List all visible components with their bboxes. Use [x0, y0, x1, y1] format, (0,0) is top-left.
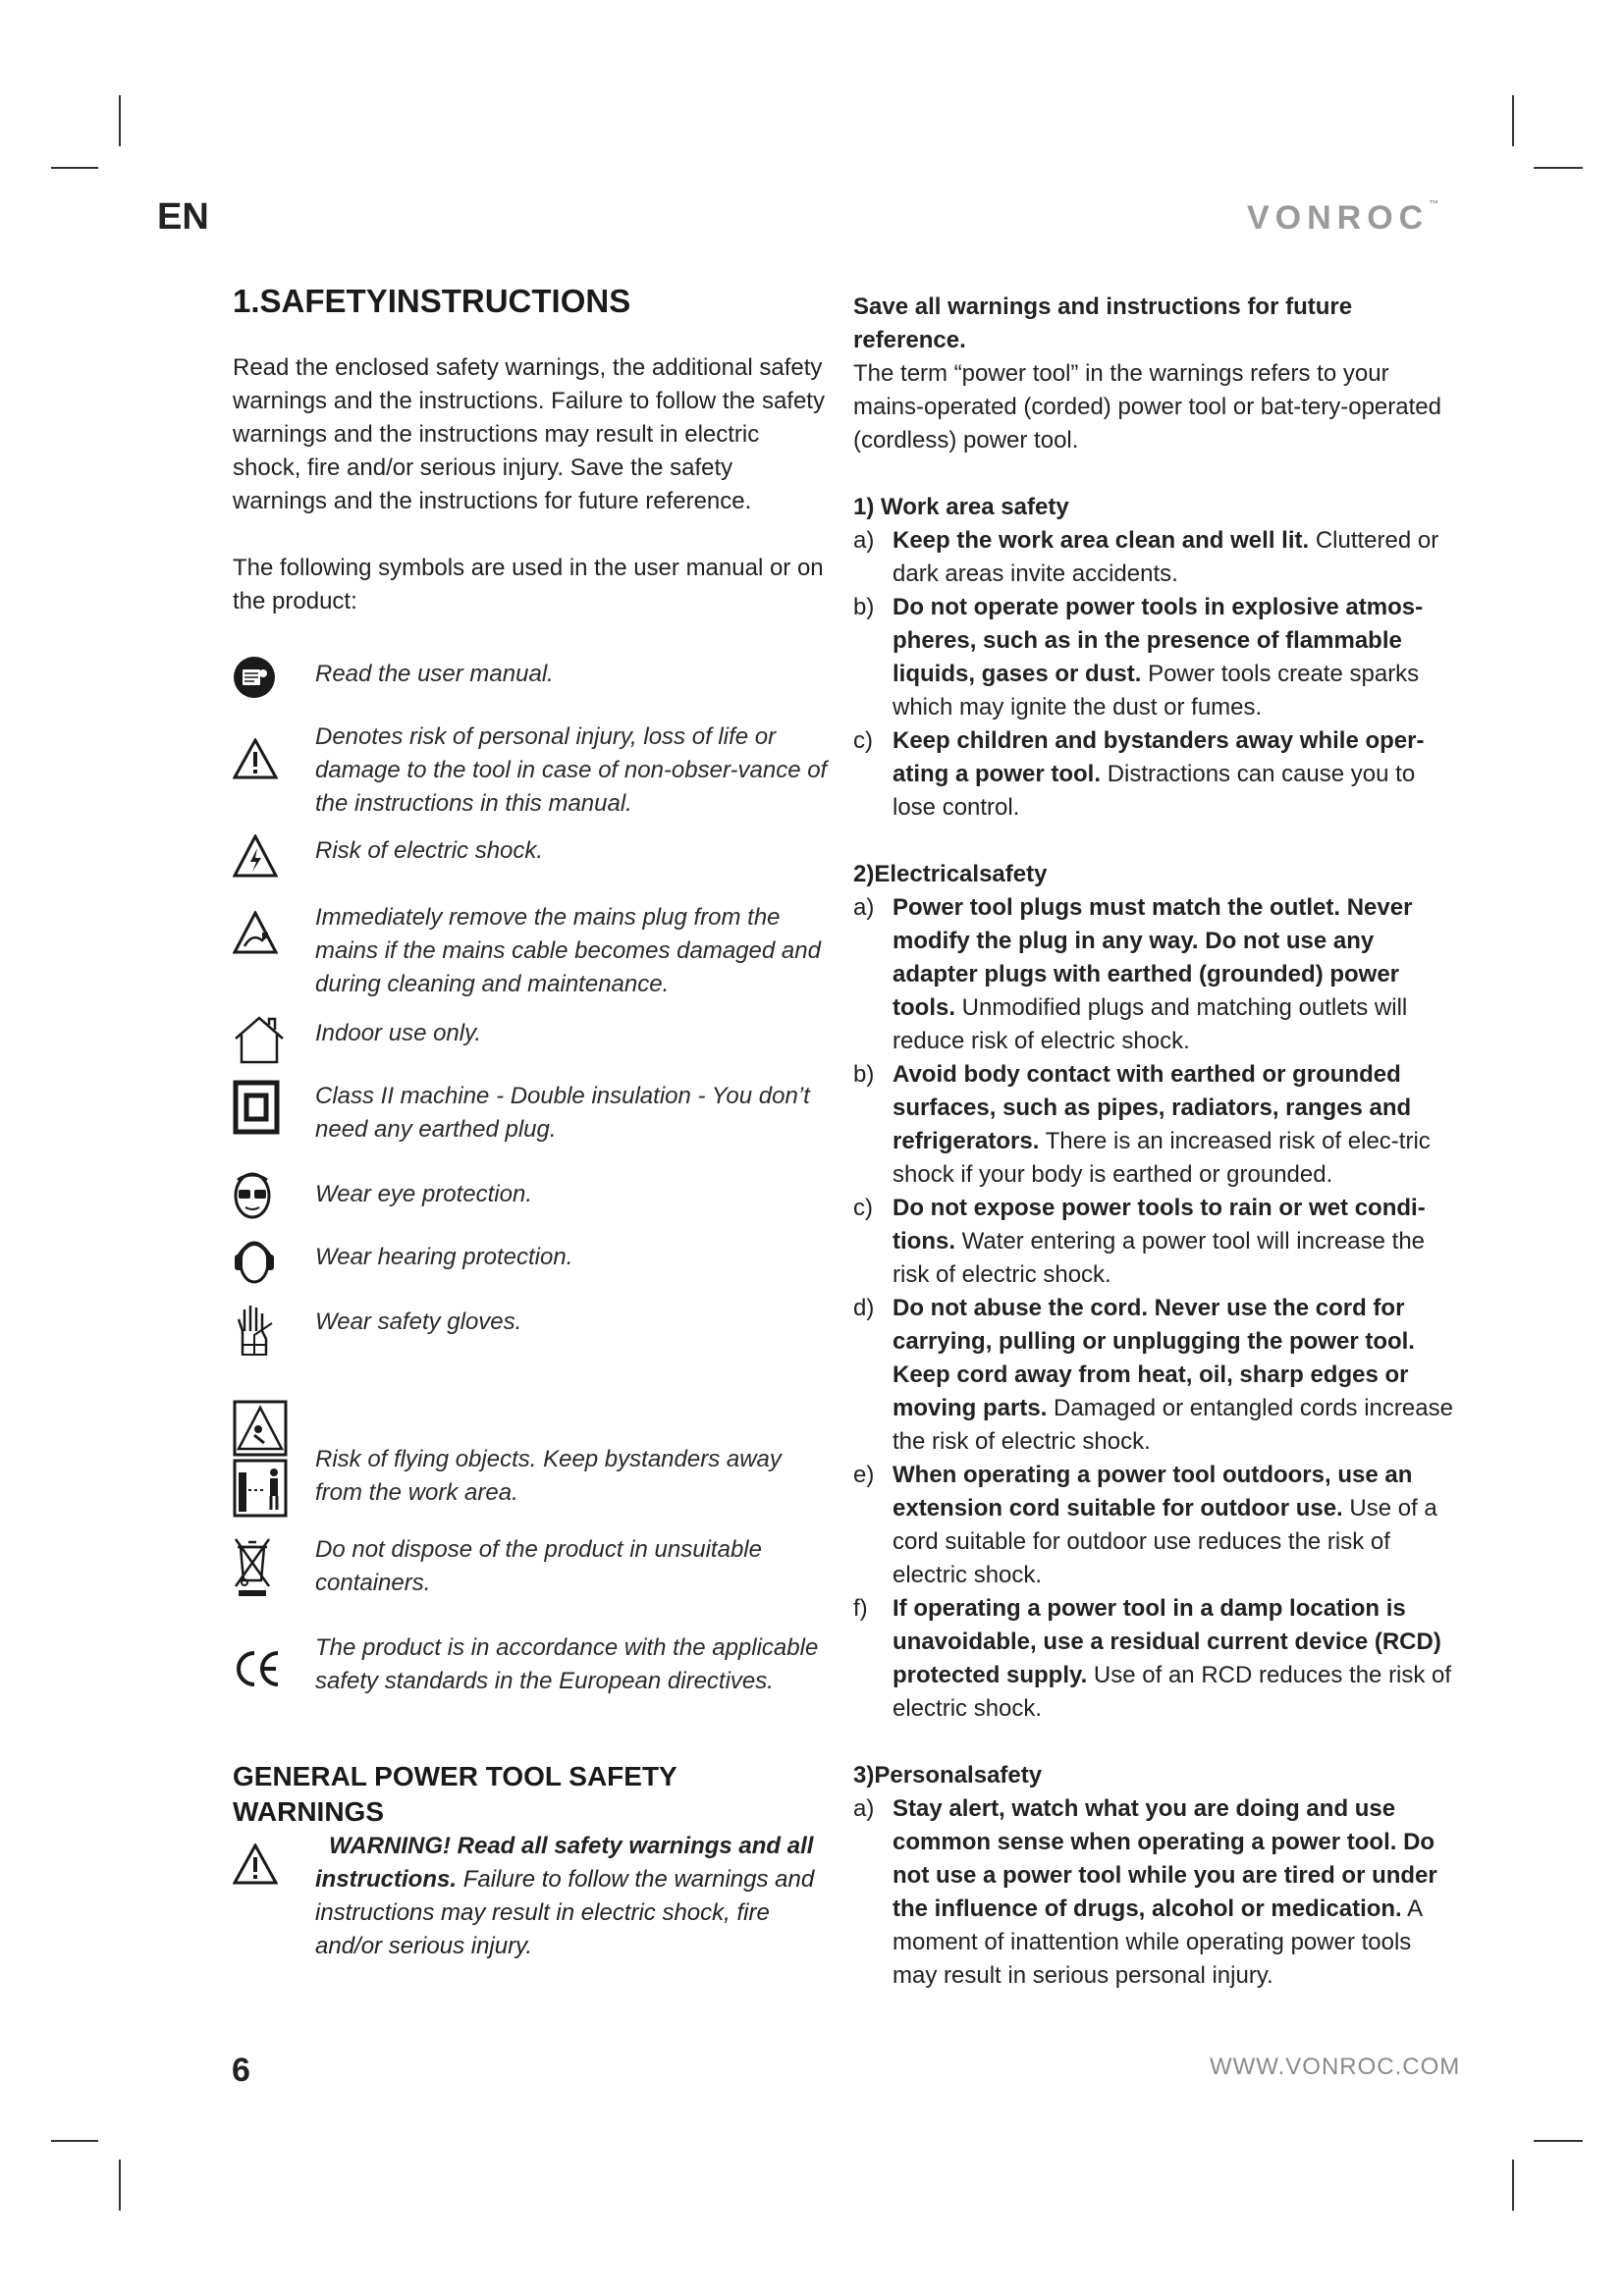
- electric-shock-icon: [233, 834, 294, 878]
- item-label: a): [853, 527, 875, 554]
- symbol-label: Wear safety gloves.: [315, 1308, 522, 1335]
- item-text: Water entering a power tool will increase the risk of electric shock.: [893, 1228, 1426, 1288]
- warning-rest: Failure to follow the warnings and instructions may result in electric shock, fire and/or serious injury.: [315, 1866, 815, 1959]
- safety-gloves-icon: [233, 1302, 294, 1357]
- item-bold: Do not operate power tools in explosive atmos-pheres, such as in the presence of flammable liquids, gases or dust.: [893, 594, 1424, 687]
- item-label: c): [853, 1195, 873, 1221]
- crop-mark: [119, 2160, 121, 2211]
- list-item: [853, 1192, 1462, 1292]
- item-text: Damaged or entangled cords increase the risk of electric shock.: [893, 1395, 1453, 1455]
- item-text: There is an increased risk of elec-tric shock if your body is earthed or grounded.: [893, 1128, 1431, 1188]
- item-label: a): [853, 894, 875, 921]
- item-label: a): [853, 1795, 875, 1822]
- item-label: c): [853, 727, 873, 754]
- list-item: [853, 524, 1462, 591]
- item-bold: Do not abuse the cord. Never use the cord for carrying, pulling or unplugging the power tool. Keep cord away from heat, oil, sharp edges or moving parts.: [893, 1295, 1415, 1421]
- list-item: [853, 1459, 1462, 1592]
- right-column: [853, 291, 1462, 1993]
- symbol-label: Risk of electric shock.: [315, 837, 544, 864]
- symbol-label: Indoor use only.: [315, 1020, 481, 1046]
- symbol-row: [233, 1080, 828, 1170]
- crop-mark: [1512, 95, 1514, 146]
- list-item: [853, 1592, 1462, 1726]
- list-item: [853, 1792, 1462, 1993]
- symbol-row: [233, 656, 828, 721]
- symbol-row: [233, 1631, 828, 1759]
- list-item: [853, 591, 1462, 724]
- symbol-label: Class II machine - Double insulation - You don’t need any earthed plug.: [315, 1083, 810, 1143]
- item-bold: When operating a power tool outdoors, use an extension cord suitable for outdoor use.: [893, 1462, 1413, 1522]
- item-text: Power tools create sparks which may ignite the dust or fumes.: [893, 661, 1420, 721]
- symbol-row: [233, 1302, 828, 1400]
- symbol-label: Do not dispose of the product in unsuitable containers.: [315, 1536, 762, 1596]
- crop-mark: [51, 167, 98, 169]
- item-bold: Keep the work area clean and well lit.: [893, 527, 1310, 554]
- general-warning-text: [294, 1830, 828, 1963]
- symbol-label: Immediately remove the mains plug from the mains if the mains cable becomes damaged and during cleaning and maintenance.: [315, 904, 821, 997]
- list-item: [853, 1292, 1462, 1459]
- symbol-row: [233, 1533, 828, 1631]
- eye-protection-icon: [233, 1170, 294, 1219]
- symbol-row: [233, 1235, 828, 1302]
- left-column: [233, 283, 828, 1963]
- item-text: Use of an RCD reduces the risk of electric shock.: [893, 1662, 1452, 1722]
- symbol-label: Read the user manual.: [315, 661, 554, 687]
- item-bold: Do not expose power tools to rain or wet condi-tions.: [893, 1195, 1426, 1255]
- warning-triangle-icon: [233, 1830, 294, 1885]
- item-text: Unmodified plugs and matching outlets will reduce risk of electric shock.: [893, 994, 1408, 1054]
- item-text: Cluttered or dark areas invite accidents.: [893, 527, 1439, 587]
- item-label: f): [853, 1595, 868, 1622]
- symbol-row: [233, 834, 828, 901]
- list-item: [853, 1058, 1462, 1192]
- save-warnings: Save all warnings and instructions for future reference.: [853, 294, 1353, 353]
- indoor-house-icon: [233, 1015, 294, 1064]
- ce-mark-icon: [233, 1631, 294, 1688]
- section-title: 3)Personalsafety: [853, 1762, 1043, 1789]
- item-label: b): [853, 1061, 875, 1088]
- double-insulation-icon: [233, 1080, 294, 1135]
- warning-bold: WARNING! Read all safety warnings and all instructions.: [315, 1833, 814, 1893]
- list-item: [853, 724, 1462, 825]
- crop-mark: [1512, 2160, 1514, 2211]
- section-title: 2)Electricalsafety: [853, 861, 1048, 887]
- list-item: [853, 891, 1462, 1058]
- item-text: Use of a cord suitable for outdoor use reduces the risk of electric shock.: [893, 1495, 1437, 1588]
- brand-logo: VONROC™: [1247, 199, 1439, 237]
- read-manual-icon: [233, 656, 294, 699]
- general-warning-block: [233, 1830, 828, 1963]
- symbol-row: [233, 1015, 828, 1080]
- page-title: 1.SAFETYINSTRUCTIONS: [233, 283, 631, 319]
- power-tool-term: The term “power tool” in the warnings refers to your mains-operated (corded) power tool or bat-tery-operated (cordless) power tool.: [853, 360, 1441, 454]
- item-label: d): [853, 1295, 875, 1321]
- symbol-row: [233, 1170, 828, 1235]
- brand-name: VONROC: [1247, 199, 1430, 237]
- crossed-bin-icon: [233, 1533, 294, 1598]
- symbol-label: Risk of flying objects. Keep bystanders away from the work area.: [315, 1446, 782, 1506]
- item-text: Distractions can cause you to lose control.: [893, 761, 1416, 821]
- item-bold: Avoid body contact with earthed or grounded surfaces, such as pipes, radiators, ranges and refrigerators.: [893, 1061, 1412, 1154]
- crop-mark: [51, 2140, 98, 2142]
- item-bold: Stay alert, watch what you are doing and use common sense when operating a power tool. Do not use a power tool while you are tired or under the influence of drugs, alcohol or medication.: [893, 1795, 1437, 1922]
- symbols-intro: The following symbols are used in the user manual or on the product:: [233, 555, 824, 614]
- website-url[interactable]: WWW.VONROC.COM: [1210, 2054, 1461, 2080]
- symbol-label: The product is in accordance with the applicable safety standards in the European directives.: [315, 1634, 819, 1694]
- unplug-cable-icon: [233, 901, 294, 954]
- flying-objects-icon: [233, 1400, 294, 1518]
- symbol-row: [233, 1400, 828, 1533]
- symbol-label: Wear hearing protection.: [315, 1244, 573, 1270]
- item-bold: Power tool plugs must match the outlet. Never modify the plug in any way. Do not use any adapter plugs with earthed (grounded) power tools.: [893, 894, 1413, 1021]
- crop-mark: [1534, 167, 1583, 169]
- symbol-row: [233, 901, 828, 1015]
- symbol-row: [233, 721, 828, 834]
- page-number: 6: [232, 2052, 250, 2089]
- symbol-label: Denotes risk of personal injury, loss of life or damage to the tool in case of non-obser-vance of the instructions in this manual.: [315, 723, 828, 817]
- warning-triangle-icon: [233, 721, 294, 779]
- item-bold: If operating a power tool in a damp location is unavoidable, use a residual current device (RCD) protected supply.: [893, 1595, 1441, 1688]
- crop-mark: [119, 95, 121, 146]
- section-title: 1) Work area safety: [853, 494, 1069, 520]
- symbol-label: Wear eye protection.: [315, 1181, 533, 1207]
- hearing-protection-icon: [233, 1235, 294, 1286]
- language-code: EN: [157, 196, 209, 238]
- item-text: A moment of inattention while operating power tools may result in serious personal injury.: [893, 1896, 1422, 1989]
- crop-mark: [1534, 2140, 1583, 2142]
- item-label: e): [853, 1462, 875, 1488]
- item-label: b): [853, 594, 875, 620]
- item-bold: Keep children and bystanders away while oper-ating a power tool.: [893, 727, 1425, 787]
- general-warnings-heading: GENERAL POWER TOOL SAFETY WARNINGS: [233, 1761, 677, 1827]
- intro-paragraph: Read the enclosed safety warnings, the additional safety warnings and the instructions. Failure to follow the safety warnings and the instructions may result in electric shock, fire and/or serious injury. Save the safety warnings and the instructions for future reference.: [233, 354, 825, 514]
